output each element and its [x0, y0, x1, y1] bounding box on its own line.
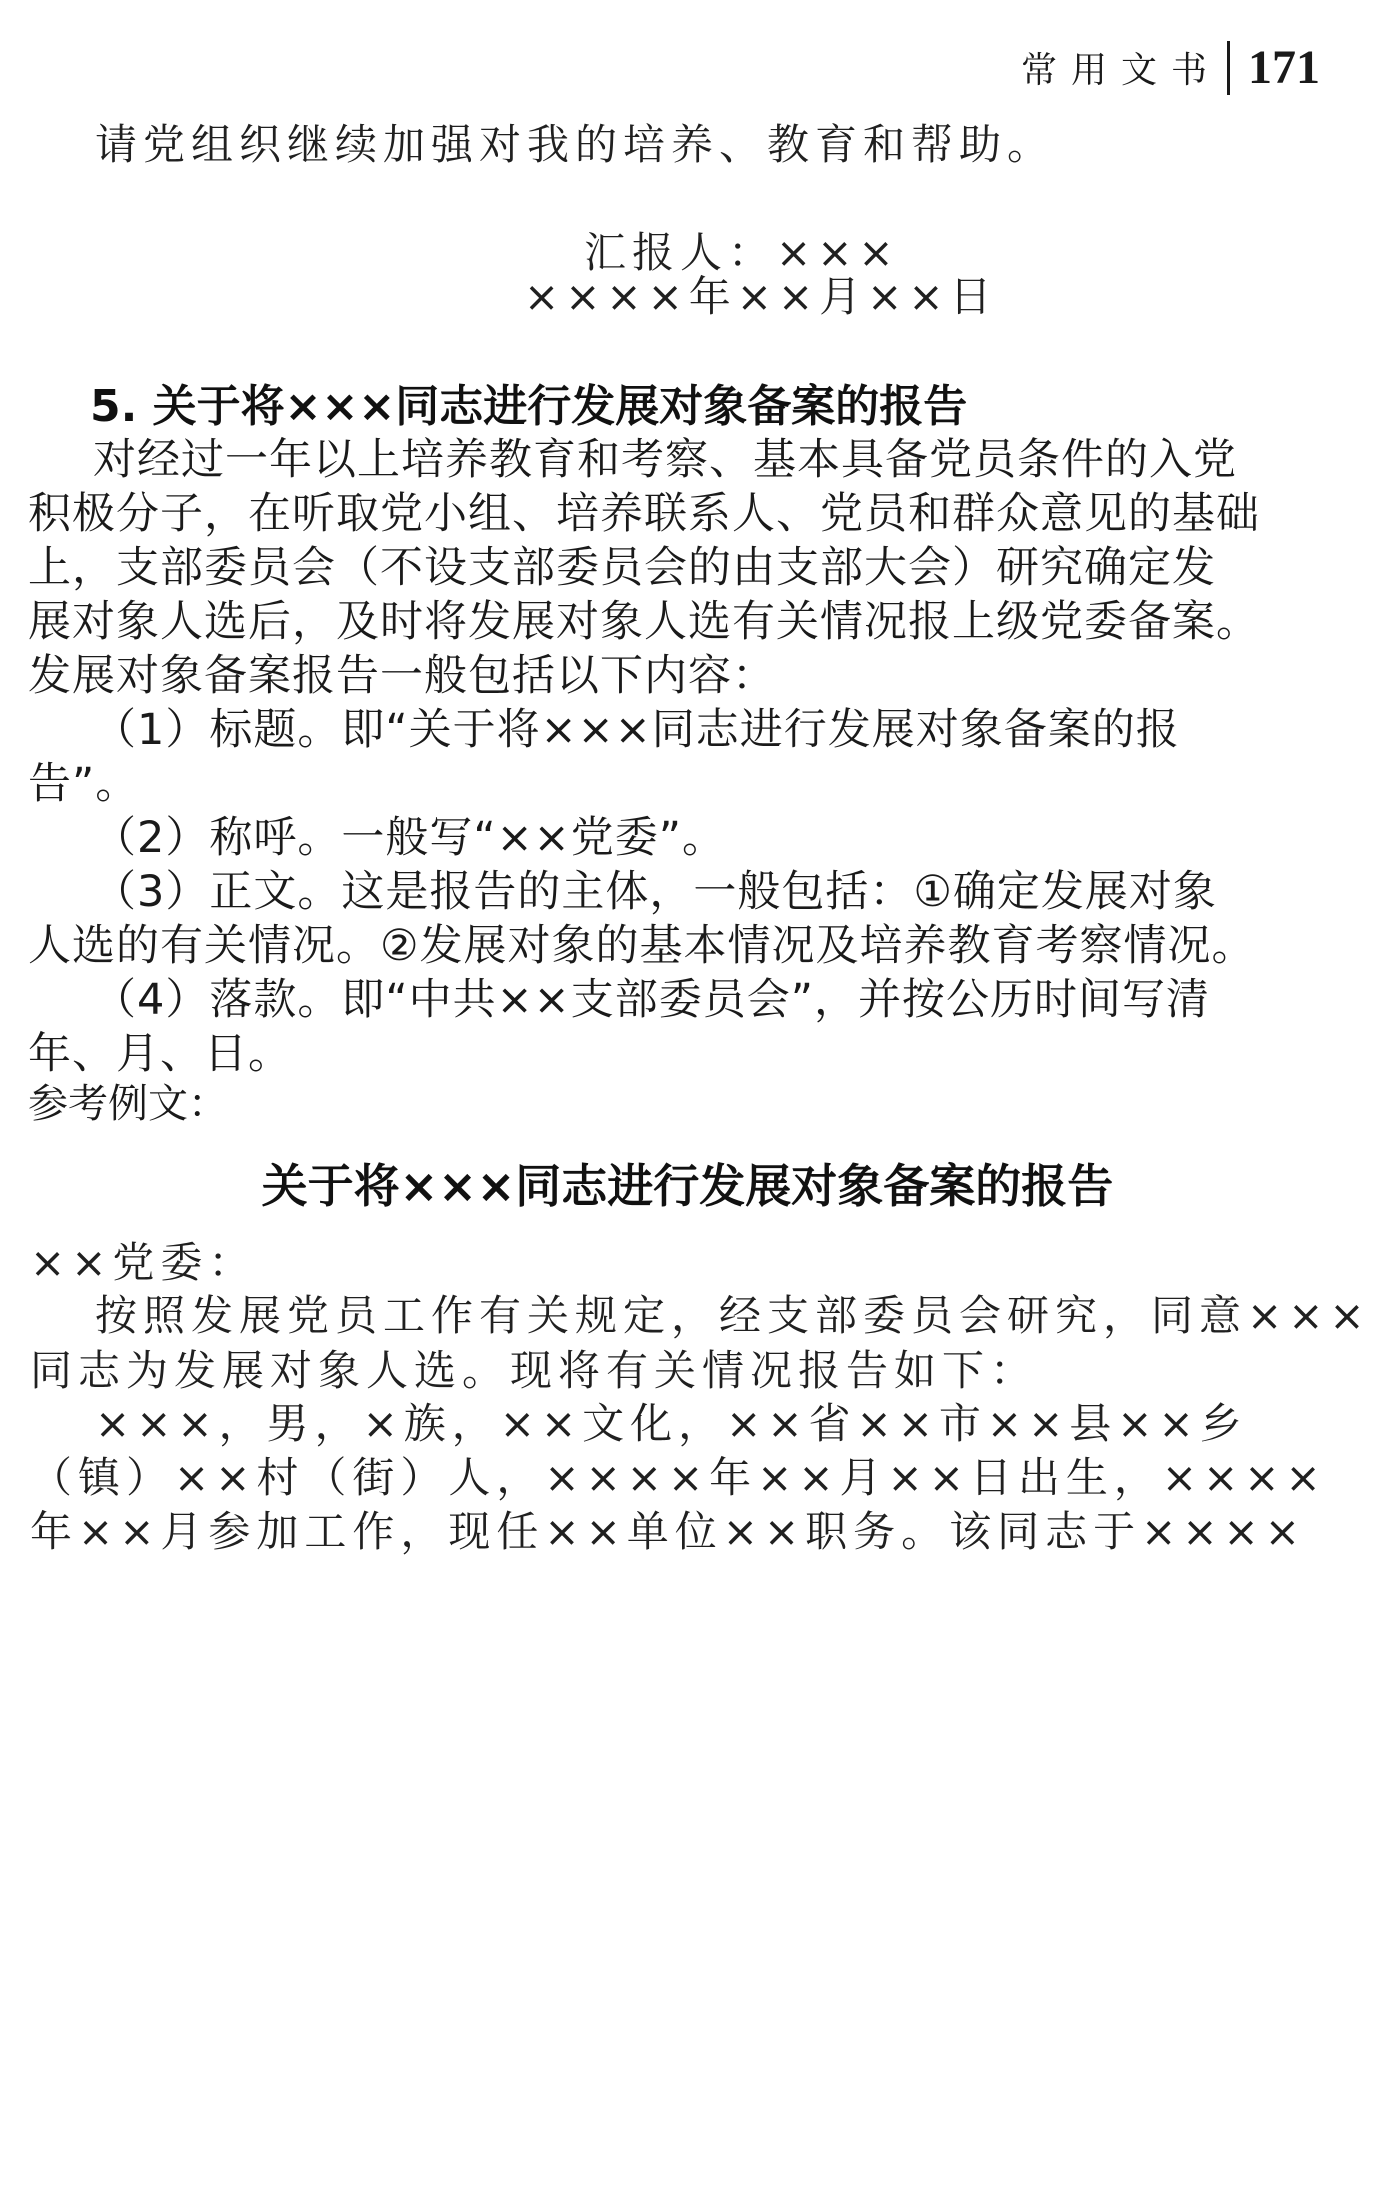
- closing-line: 请党组织继续加强对我的培养、教育和帮助。: [95, 120, 1056, 169]
- header-divider: [1227, 41, 1230, 95]
- page-number: 171: [1248, 41, 1320, 94]
- item-line: 人选的有关情况。②发展对象的基本情况及培养教育考察情况。: [28, 921, 1256, 971]
- example-label: 参考例文：: [28, 1081, 228, 1127]
- running-header: [1021, 40, 1320, 95]
- header-section-title: 常用文书: [1020, 50, 1221, 91]
- example-body-line: 同志为发展对象人选。现将有关情况报告如下：: [30, 1346, 1039, 1395]
- item-line: （1）标题。即“关于将×××同志进行发展对象备案的报: [93, 705, 1180, 755]
- example-body-line: （镇）××村（街）人，××××年××月××日出生，××××: [30, 1453, 1327, 1502]
- item-line: 年、月、日。: [28, 1029, 292, 1079]
- intro-line: 对经过一年以上培养教育和考察、基本具备党员条件的入党: [93, 435, 1237, 485]
- example-body-line: 年××月参加工作，现任××单位××职务。该同志于××××: [30, 1507, 1306, 1556]
- item-line: （4）落款。即“中共××支部委员会”，并按公历时间写清: [93, 975, 1210, 1025]
- example-body-line: ×××，男，×族，××文化，××省××市××县××乡: [95, 1399, 1248, 1448]
- intro-line: 积极分子，在听取党小组、培养联系人、党员和群众意见的基础: [28, 489, 1260, 539]
- signature-date: ××××年××月××日: [524, 272, 998, 321]
- intro-line: 发展对象备案报告一般包括以下内容：: [28, 651, 776, 701]
- item-line: （3）正文。这是报告的主体，一般包括：①确定发展对象: [93, 867, 1217, 917]
- example-salutation: ××党委：: [30, 1238, 257, 1287]
- section-heading: 5. 关于将×××同志进行发展对象备案的报告: [90, 381, 968, 432]
- example-title: 关于将×××同志进行发展对象备案的报告: [261, 1159, 1114, 1213]
- intro-line: 上，支部委员会（不设支部委员会的由支部大会）研究确定发: [28, 543, 1216, 593]
- intro-line: 展对象人选后，及时将发展对象人选有关情况报上级党委备案。: [28, 597, 1260, 647]
- item-line: 告”。: [28, 759, 140, 809]
- example-body-line: 按照发展党员工作有关规定，经支部委员会研究，同意×××: [95, 1291, 1371, 1340]
- item-line: （2）称呼。一般写“××党委”。: [93, 813, 726, 863]
- signature-line: 汇报人：×××: [584, 228, 900, 277]
